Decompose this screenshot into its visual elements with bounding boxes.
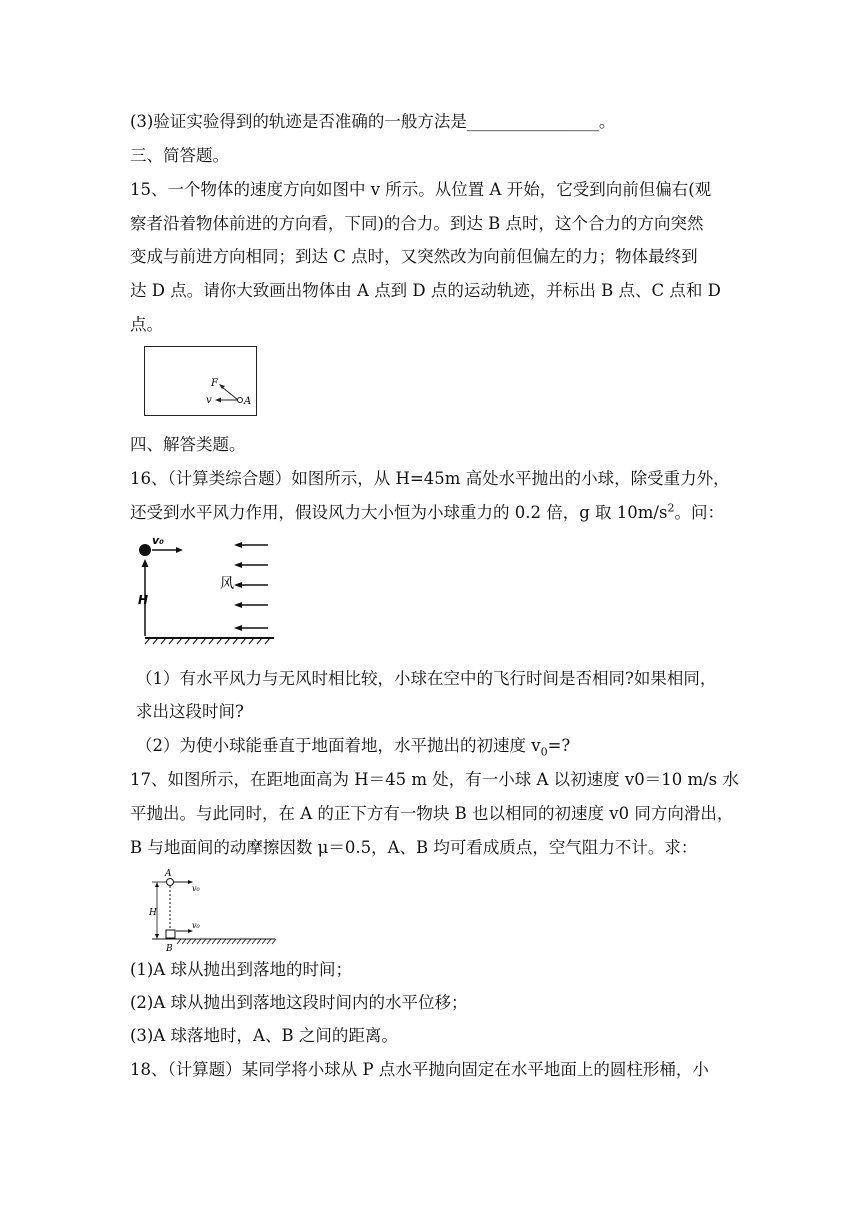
figure-wind-projectile [128, 532, 278, 648]
question-17-line-1: 17、如图所示，在距地面高为 H＝45 m 处，有一小球 A 以初速度 v0＝10 m/s 水 [130, 770, 739, 789]
question-17-part-3: (3)A 球落地时，A、B 之间的距离。 [130, 1026, 398, 1045]
q16-line2-tail: 。问： [674, 503, 724, 522]
question-15-line-4: 达 D 点。请你大致画出物体由 A 点到 D 点的运动轨迹，并标出 B 点、C 点和 D [130, 281, 721, 300]
question-17-line-2: 平抛出。与此同时，在 A 的正下方有一物块 B 也以相同的初速度 v0 同方向滑出， [130, 804, 734, 823]
question-16-part-2 [136, 734, 570, 758]
fig3-label-a: A [165, 869, 172, 879]
fig1-label-f: F [211, 378, 218, 389]
fig3-label-b: B [166, 944, 173, 954]
question-17-part-2: (2)A 球从抛出到落地这段时间内的水平位移； [130, 993, 468, 1012]
question-14-part-3: (3)验证实验得到的轨迹是否准确的一般方法是________________。 [130, 112, 616, 131]
section-heading-4: 四、解答类题。 [130, 435, 246, 454]
question-16-part-1-line-2: 求出这段时间? [136, 702, 244, 721]
fig1-label-v: v [206, 395, 212, 406]
section-heading-3: 三、简答题。 [130, 146, 229, 165]
question-15-line-1: 15、一个物体的速度方向如图中 v 所示。从位置 A 开始，它受到向前但偏右(观 [130, 180, 712, 199]
fig2-label-wind: 风 [220, 576, 234, 592]
q16-part2-tail: =? [547, 736, 571, 755]
question-17-line-3: B 与地面间的动摩擦因数 μ＝0.5，A、B 均可看成质点，空气阻力不计。求： [130, 838, 698, 857]
question-18-line-1: 18、（计算题）某同学将小球从 P 点水平抛向固定在水平地面上的圆柱形桶，小 [130, 1060, 709, 1079]
figure-ball-and-block [143, 867, 279, 957]
fig1-label-a: A [244, 396, 252, 407]
fig2-label-v0: v₀ [152, 534, 164, 547]
question-15-line-5: 点。 [130, 315, 163, 334]
fig3-label-v0-bottom: v₀ [192, 921, 200, 930]
q16-part2-text: （2）为使小球能垂直于地面着地，水平抛出的初速度 v [136, 736, 541, 755]
question-16-line-1: 16、（计算类综合题）如图所示，从 H=45m 高处水平抛出的小球，除受重力外， [130, 469, 730, 488]
q16-line2-text: 还受到水平风力作用，假设风力大小恒为小球重力的 0.2 倍，g 取 10m/s [130, 503, 668, 522]
question-17-part-1: (1)A 球从抛出到落地的时间； [130, 960, 353, 979]
fig3-label-v0-top: v₀ [192, 884, 200, 893]
q16-line2-sup: 2 [667, 501, 675, 515]
question-15-line-2: 察者沿着物体前进的方向看，下同)的合力。到达 B 点时，这个合力的方向突然 [130, 214, 704, 233]
q16-part2-sub: 0 [540, 745, 548, 759]
question-16-line-2 [130, 501, 724, 525]
question-16-part-1-line-1: （1）有水平风力与无风时相比较，小球在空中的飞行时间是否相同?如果相同， [136, 669, 717, 688]
figure-force-velocity [144, 346, 258, 418]
fig3-label-h: H [149, 908, 157, 918]
fig2-label-h: H [138, 593, 149, 607]
question-15-line-3: 变成与前进方向相同；到达 C 点时，又突然改为向前但偏左的力；物体最终到 [130, 247, 698, 266]
